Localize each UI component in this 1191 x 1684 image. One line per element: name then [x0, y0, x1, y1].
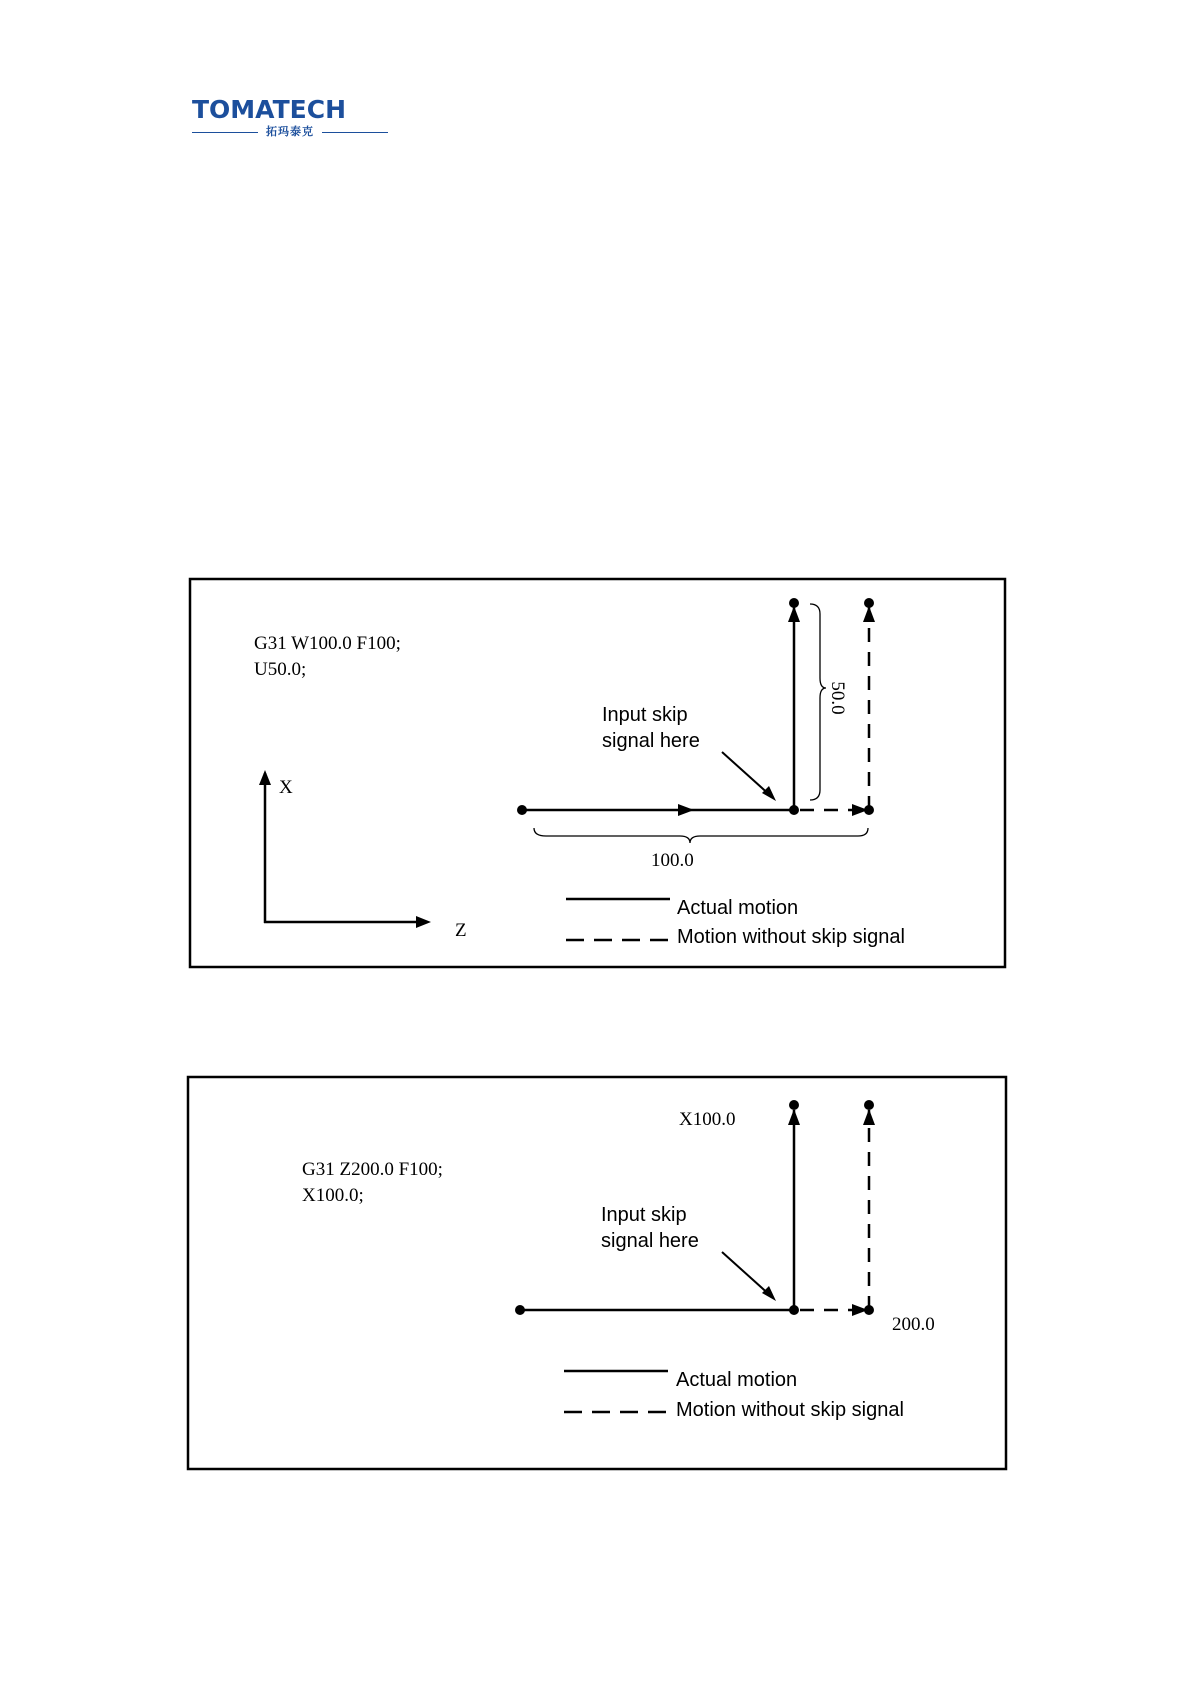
annotation-leader [722, 752, 772, 797]
annotation-line-1: Input skip [602, 704, 688, 726]
legend-solid-label: Actual motion [677, 897, 799, 919]
figure-1 [190, 579, 1005, 967]
annotation-arrowhead-icon [762, 1286, 776, 1301]
dashed-up-arrowhead-icon [863, 606, 875, 622]
planned-end-point [864, 598, 874, 608]
start-point [515, 1305, 525, 1315]
annotation-leader [722, 1252, 772, 1297]
figure-1-code-line-1: G31 W100.0 F100; [254, 633, 401, 654]
axis-z-label: Z [455, 920, 467, 941]
logo-subtitle: 拓玛泰克 [266, 126, 314, 138]
figure-2-legend [564, 1369, 904, 1421]
dim-vertical-label: 50.0 [827, 681, 848, 715]
annotation-line-2: signal here [601, 1230, 699, 1252]
start-point [517, 805, 527, 815]
x-axis-arrowhead-icon [259, 770, 271, 785]
figure-2-code-line-1: G31 Z200.0 F100; [302, 1159, 443, 1180]
figure-2-code-line-2: X100.0; [302, 1185, 364, 1206]
label-top-x100: X100.0 [679, 1109, 736, 1130]
actual-end-point [789, 598, 799, 608]
skip-point [789, 1305, 799, 1315]
skip-point [789, 805, 799, 815]
figure-1-legend [566, 897, 905, 948]
legend-dashed-label: Motion without skip signal [677, 926, 905, 948]
axis-x-label: X [279, 777, 293, 798]
annotation-arrowhead-icon [762, 786, 776, 801]
figure-2 [188, 1077, 1006, 1469]
label-end-200: 200.0 [892, 1314, 935, 1335]
annotation-line-1: Input skip [601, 1204, 687, 1226]
figure-1-code-line-2: U50.0; [254, 659, 307, 680]
planned-corner-point [864, 805, 874, 815]
figure-1-axis-indicator [259, 770, 467, 941]
up-arrowhead-icon [788, 1109, 800, 1125]
logo-brand: TOMATECH [192, 95, 346, 124]
dashed-up-arrowhead-icon [863, 1109, 875, 1125]
up-arrowhead-icon [788, 606, 800, 622]
actual-end-point [789, 1100, 799, 1110]
mid-arrowhead-icon [678, 804, 694, 816]
legend-dashed-label: Motion without skip signal [676, 1399, 904, 1421]
z-axis-arrowhead-icon [416, 916, 431, 928]
planned-end-point [864, 1100, 874, 1110]
dim-brace-vertical [810, 604, 826, 800]
annotation-line-2: signal here [602, 730, 700, 752]
dim-brace-horizontal [534, 828, 868, 843]
figure-2-dashed-path [800, 1100, 875, 1316]
legend-solid-label: Actual motion [676, 1369, 798, 1391]
planned-corner-point [864, 1305, 874, 1315]
dim-horizontal-label: 100.0 [651, 850, 694, 871]
